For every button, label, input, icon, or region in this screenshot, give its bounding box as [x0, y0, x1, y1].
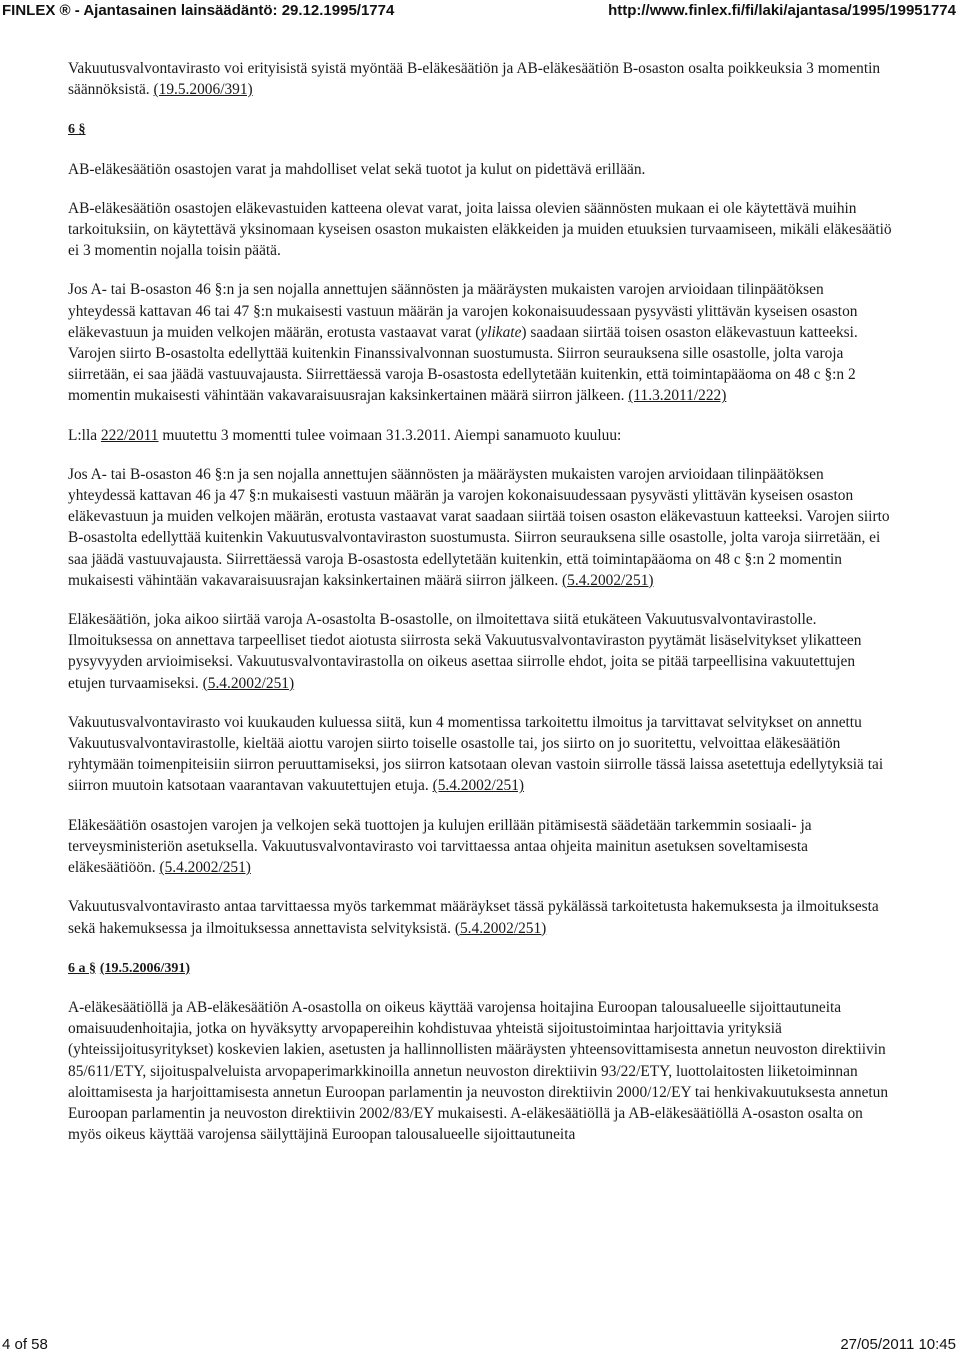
- paragraph: A-eläkesäätiöllä ja AB-eläkesäätiön A-osastolla on oikeus käyttää varojensa hoitajina Euroopan talousalueelle sijoittautuneita omaisuudenhoitajia, jotka on hyväksytty arvopapereihin kohdistuvaa yhteistä sijoitustoimintaa harjoittavia yrityksiä (yhteissijoitusyritykset) koskevien lakien, asetusten ja hallinnollisten määräysten yhteensovittamisesta annetun neuvoston direktiivin 85/611/ETY, sijoituspalveluista arvopaperimarkkinoilla annetun neuvoston direktiivin 93/22/ETY, luottolaitosten liiketoiminnan aloittamisesta ja harjoittamisesta annetun Euroopan parlamentin ja neuvoston direktiivin 2000/12/EY tai henkivakuutuksesta annetun Euroopan parlamentin ja neuvoston direktiivin 2002/83/EY mukaisesti. A-eläkesäätiöllä ja AB-eläkesäätiöllä A-osaston osalta on myös oikeus käyttää varojensa säilyttäjinä Euroopan talousalueelle sijoittautuneita: [68, 998, 889, 1144]
- amendment-link[interactable]: (5.4.2002/251): [454, 919, 547, 937]
- paragraph: [68, 609, 892, 694]
- section-heading-6a: [68, 957, 892, 979]
- paragraph: [68, 58, 892, 100]
- paragraph-text: L:lla: [68, 426, 101, 444]
- document-body: [68, 58, 892, 1163]
- italic-term: ylikate: [480, 323, 522, 341]
- paragraph-text: muutettu 3 momentti tulee voimaan 31.3.2011. Aiempi sanamuoto kuuluu:: [158, 426, 622, 444]
- paragraph: [68, 279, 892, 406]
- amendment-link[interactable]: (5.4.2002/251): [202, 674, 295, 692]
- amendment-link[interactable]: (19.5.2006/391): [153, 81, 253, 99]
- paragraph: [68, 464, 892, 591]
- law-link[interactable]: 222/2011: [100, 426, 159, 444]
- paragraph: [68, 425, 892, 446]
- page-counter: 4 of 58: [2, 1336, 48, 1353]
- paragraph-text: Jos A- tai B-osaston 46 §:n ja sen nojalla annettujen säännösten ja määräysten mukaisten varojen arvioidaan tilinpäätöksen yhteydessä kattavan 46 tai 47 §:n mukaisesti vastuun määrän ja varojen kokonaisuudessaan pysyvästi ylittävän kyseisen osaston eläkevastuun ja muiden velkojen määrän, erotusta vastaavat varat (: [68, 281, 858, 341]
- paragraph: [68, 815, 892, 879]
- paragraph-text: ) saadaan siirtää toisen osaston eläkevastuun katteeksi. Varojen siirto B-osastolta edellyttää kuitenkin Finanssivalvonnan suostumusta. Siirron seurauksena sille osastolle, jolta varoja siirretään, ei saa jäädä vastuuvajausta. Siirrettäessä varoja B-osastosta edellytetään kuitenkin, että toimintapääoma on 48 c §:n 2 momentin mukaisesti vähintään vakavaraisuusrajan kaksinkertainen määrä siirron jälkeen.: [68, 323, 858, 405]
- paragraph: AB-eläkesäätiön osastojen eläkevastuiden katteena olevat varat, joita laissa olevien säännösten mukaan ei ole käytettävä muihin tarkoituksiin, on käytettävä yksinomaan kyseisen osaston mukaisten eläkkeiden ja muiden etuuksien turvaamiseen, mikäli eläkesäätiö ei 3 momentin nojalla toisin päätä.: [68, 199, 892, 260]
- section-6-link[interactable]: 6 §: [68, 122, 86, 138]
- paragraph: AB-eläkesäätiön osastojen varat ja mahdolliset velat sekä tuotot ja kulut on pidettävä erillään.: [68, 160, 646, 178]
- paragraph-text: Vakuutusvalvontavirasto antaa tarvittaessa myös tarkemmat määräykset tässä pykälässä tarkoitetusta hakemuksesta ja ilmoituksesta sekä hakemuksessa ja ilmoituksessa annettavista selvityksistä.: [68, 898, 879, 937]
- paragraph: [68, 712, 892, 797]
- amendment-link[interactable]: (5.4.2002/251): [562, 571, 654, 589]
- amendment-link[interactable]: (5.4.2002/251): [159, 859, 251, 877]
- paragraph-text: Vakuutusvalvontavirasto voi erityisistä syistä myöntää B-eläkesäätiön ja AB-eläkesäätiön B-osaston osalta poikkeuksia 3 momentin säännöksistä.: [68, 60, 881, 99]
- paragraph-text: Eläkesäätiön osastojen varojen ja velkojen sekä tuottojen ja kulujen erillään pitämisestä säädetään tarkemmin sosiaali- ja terveysministeriön asetuksella. Vakuutusvalvontavirasto voi tarvittaessa antaa ohjeita mainitun asetuksen soveltamisesta eläkesäätiöön.: [68, 816, 812, 877]
- print-header: [0, 0, 960, 22]
- section-6a-link[interactable]: 6 a §: [68, 960, 96, 976]
- amendment-link[interactable]: (5.4.2002/251): [432, 777, 525, 795]
- amendment-link[interactable]: (11.3.2011/222): [628, 387, 727, 405]
- amendment-link[interactable]: (19.5.2006/391): [99, 960, 191, 976]
- header-url[interactable]: http://www.finlex.fi/fi/laki/ajantasa/1995/19951774: [608, 2, 956, 19]
- section-heading-6: [68, 118, 892, 140]
- header-title: FINLEX ® - Ajantasainen lainsäädäntö: 29.12.1995/1774: [2, 2, 395, 19]
- paragraph-text: Jos A- tai B-osaston 46 §:n ja sen nojalla annettujen säännösten ja määräysten mukaisten varojen arvioidaan tilinpäätöksen yhteydessä kattavan 46 ja 47 §:n mukaisesti vastuun määrän ja varojen kokonaisuudessaan pysyvästi ylittävän kyseisen osaston eläkevastuun ja muiden velkojen määrän, erotusta vastaavat varat saadaan siirtää toisen osaston eläkevastuun katteeksi. Varojen siirto B-osastolta edellyttää kuitenkin Vakuutusvalvontaviraston suostumusta. Siirron seurauksena sille osastolle, jolta varoja siirretään, ei saa jäädä vastuuvajausta. Siirrettäessä varoja B-osastosta edellytetään kuitenkin, että toimintapääoma on 48 c §:n 2 momentin mukaisesti vähintään vakavaraisuusrajan kaksinkertainen määrä siirron jälkeen.: [68, 465, 890, 589]
- paragraph-text: Eläkesäätiön, joka aikoo siirtää varoja A-osastolta B-osastolle, on ilmoitettava siitä etukäteen Vakuutusvalvontavirastolle. Ilmoituksessa on annettava tarpeelliset tiedot aiotusta siirrosta sekä Vakuutusvalvontaviraston pyytämät lisäselvitykset ylikatteen pysyvyyden arvioimiseksi. Vakuutusvalvontavirastolla on oikeus asettaa siirrolle ehdot, joita se pitää tarpeellisina vakuutettujen etujen turvaamiseksi.: [68, 611, 862, 692]
- print-footer: [0, 1336, 960, 1356]
- paragraph-text: Vakuutusvalvontavirasto voi kuukauden kuluessa siitä, kun 4 momentissa tarkoitettu ilmoitus ja tarvittavat selvitykset on annettu Vakuutusvalvontavirastolle, kieltää aiottu varojen siirto toiselle osastolle tai, jos siirto on jo suoritettu, velvoittaa eläkesäätiön ryhtymään toimenpiteisiin siirron peruuttamiseksi, jos siirron katsotaan olevan vastoin siirrolle tässä laissa asetettuja edellytyksiä tai siirron muutoin katsotaan vaarantavan vakuutettujen etuja.: [68, 713, 884, 795]
- print-timestamp: 27/05/2011 10:45: [840, 1336, 956, 1353]
- paragraph: [68, 896, 892, 938]
